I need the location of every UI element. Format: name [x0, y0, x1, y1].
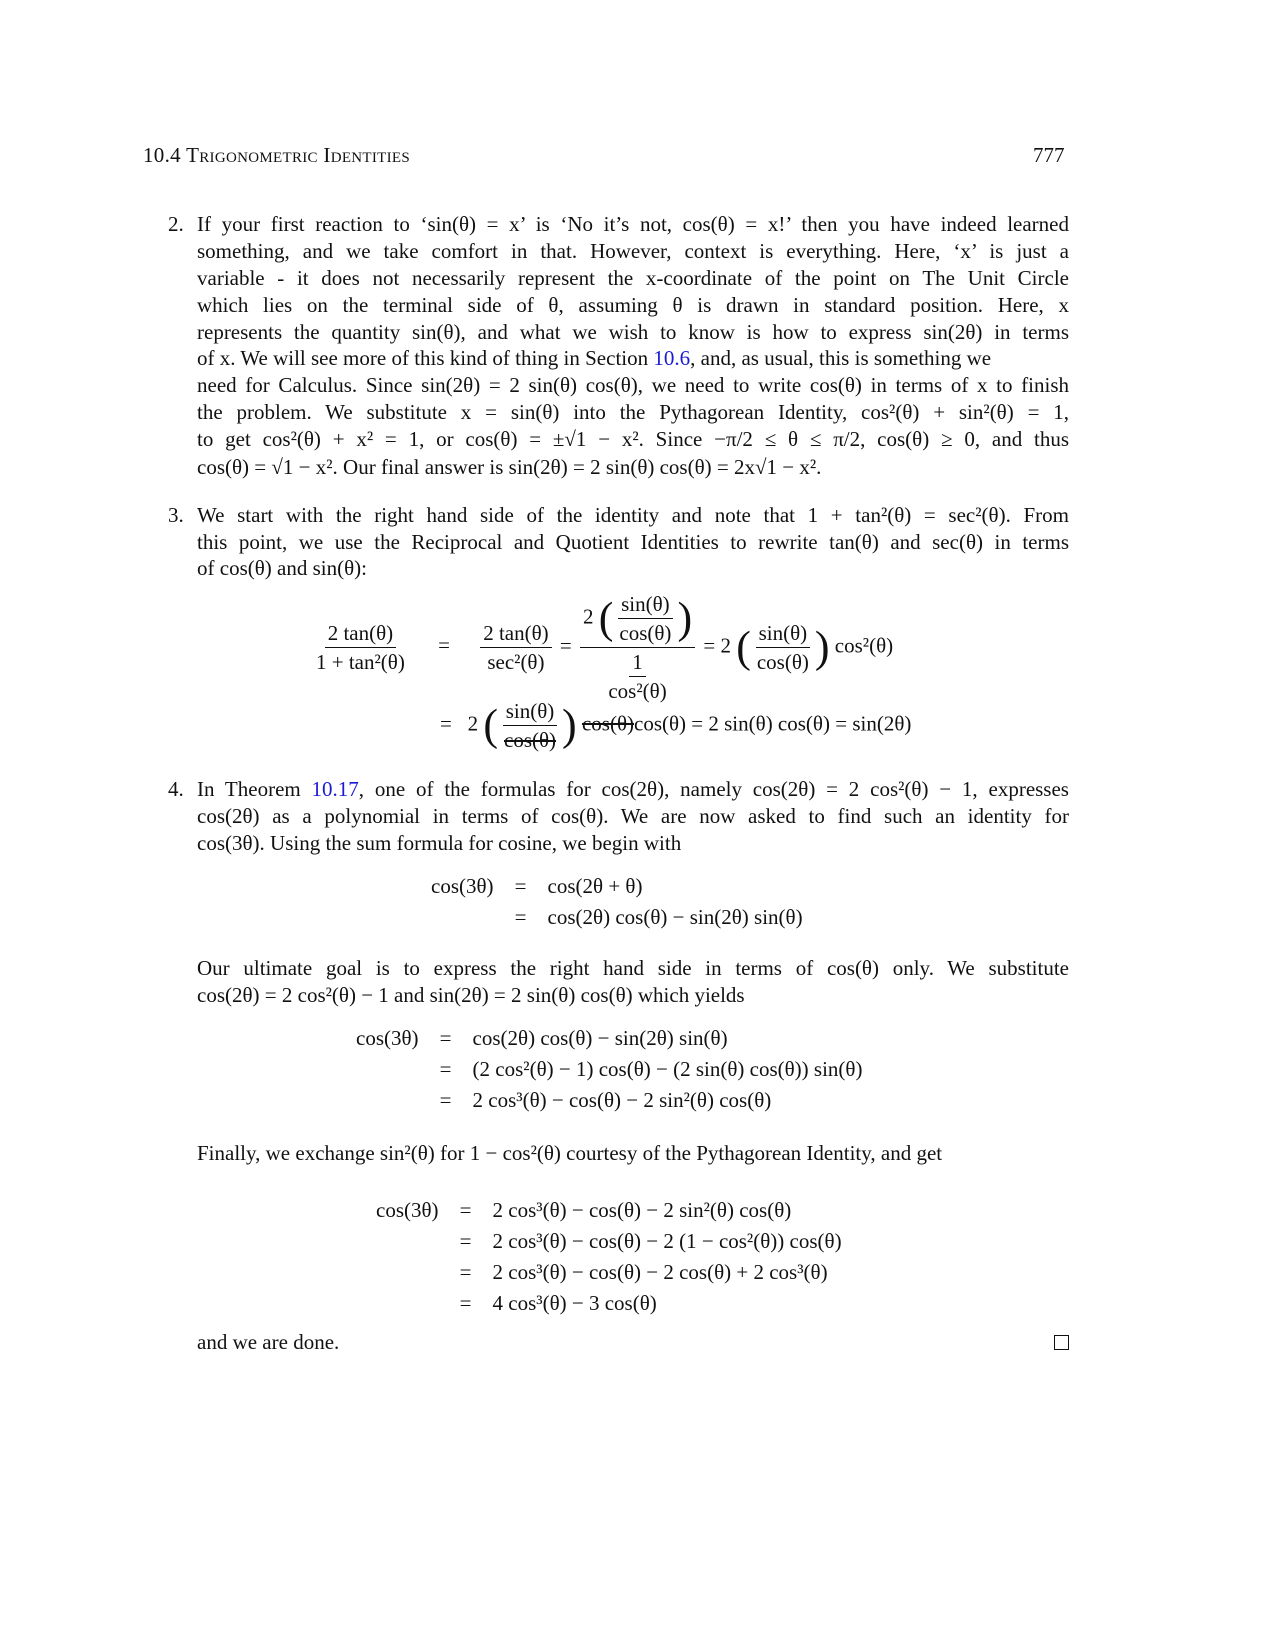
text-line: this point, we use the Reciprocal and Quotient Identities to rewrite tan(θ) and sec(θ) in terms — [197, 530, 1069, 554]
text-line: cos(2θ) as a polynomial in terms of cos(θ). We are now asked to find such an identity for — [197, 804, 1069, 828]
item-number: 2. — [168, 212, 184, 236]
text-line: something, and we take comfort in that. However, context is everything. Here, ‘x’ is just a — [197, 239, 1069, 263]
page-number: 777 — [1033, 143, 1065, 167]
section-link[interactable]: 10.6 — [653, 346, 691, 370]
equation-row-2: = 2 ( $\frac{\sin(\theta)}{\cos(\theta)}$ ) cos(θ)cos(θ) = 2 sin(θ) cos(θ) = sin(2θ) — [440, 699, 912, 752]
equation-row-1: $\frac{2 \tan(\theta)}{\text{1 + tan²(θ)}}$ = $\frac{2 \tan(\theta)}{\text{sec²(θ)}}$ = 2 ( $\frac{\sin(\theta)}{\cos(\theta)}$ ) $\frac{1}{\text{cos²(θ)}}$ = 2 ( $\frac{\sin(\theta)}{\cos(\theta)}$ ) cos²(θ) — [310, 590, 893, 705]
text-line: cos(θ) = √1 − x². Our final answer is sin(2θ) = 2 sin(θ) cos(θ) = 2x√1 − x². — [197, 455, 822, 479]
text-line: cos(2θ) = 2 cos²(θ) − 1 and sin(2θ) = 2 sin(θ) cos(θ) which yields — [197, 983, 745, 1007]
text-line: In Theorem 10.17, one of the formulas for cos(2θ), namely cos(2θ) = 2 cos²(θ) − 1, expresses — [197, 777, 1069, 801]
section-header: 10.4 Trigonometric Identities — [143, 143, 411, 167]
qed-square-icon — [1054, 1335, 1069, 1350]
theorem-link[interactable]: 10.17 — [311, 777, 359, 801]
fraction: $\frac{2 \tan(\theta)}{\text{1 + tan²(θ)}}$ — [316, 621, 405, 674]
fraction: $\frac{2 \tan(\theta)}{\text{sec²(θ)}}$ — [480, 619, 551, 676]
equation-array-a: cos(3θ) = cos(2θ + θ) = cos(2θ) cos(θ) − sin(2θ) sin(θ) — [431, 874, 803, 929]
text-line: Finally, we exchange sin²(θ) for 1 − cos²(θ) courtesy of the Pythagorean Identity, and get — [197, 1141, 943, 1165]
text-line: represents the quantity sin(θ), and what we wish to know is how to express sin(2θ) in terms — [197, 320, 1069, 344]
text-line: which lies on the terminal side of θ, assuming θ is drawn in standard position. Here, x — [197, 293, 1069, 317]
item-number: 3. — [168, 503, 184, 527]
closing-text: and we are done. — [197, 1330, 340, 1354]
item-number: 4. — [168, 777, 184, 801]
text-line: Our ultimate goal is to express the right hand side in terms of cos(θ) only. We substitute — [197, 956, 1069, 980]
text: , and, as usual, this is something we — [690, 346, 992, 370]
text-line: of cos(θ) and sin(θ): — [197, 556, 367, 580]
text-line: We start with the right hand side of the identity and note that 1 + tan²(θ) = sec²(θ). From — [197, 503, 1069, 527]
text-line: cos(3θ). Using the sum formula for cosine, we begin with — [197, 831, 682, 855]
text: of x. We will see more of this kind of thing in Section — [197, 346, 654, 370]
text-line — [197, 345, 1069, 372]
text-line: to get cos²(θ) + x² = 1, or cos(θ) = ±√1 − x². Since −π/2 ≤ θ ≤ π/2, cos(θ) ≥ 0, and thus — [197, 427, 1069, 451]
text-line: need for Calculus. Since sin(2θ) = 2 sin(θ) cos(θ), we need to write cos(θ) in terms of x to finish — [197, 373, 1069, 397]
text-line: variable - it does not necessarily represent the x-coordinate of the point on The Unit Circle — [197, 266, 1069, 290]
text-line: the problem. We substitute x = sin(θ) into the Pythagorean Identity, cos²(θ) + sin²(θ) = 1, — [197, 400, 1069, 424]
equation-array-c: cos(3θ) = 2 cos³(θ) − cos(θ) − 2 sin²(θ) cos(θ) = 2 cos³(θ) − cos(θ) − 2 (1 − cos²(θ)) cos(θ) = 2 cos³(θ) − cos(θ) − 2 cos(θ) + 2 cos³(θ) = 4 cos³(θ) − 3 cos(θ) — [376, 1198, 842, 1315]
equation-array-b: cos(3θ) = cos(2θ) cos(θ) − sin(2θ) sin(θ) = (2 cos²(θ) − 1) cos(θ) − (2 sin(θ) cos(θ)) sin(θ) = 2 cos³(θ) − cos(θ) − 2 sin²(θ) cos(θ) — [356, 1026, 863, 1112]
complex-fraction: 2 ( $\frac{\sin(\theta)}{\cos(\theta)}$ ) $\frac{1}{\text{cos²(θ)}}$ — [580, 590, 695, 705]
text-line: If your first reaction to ‘sin(θ) = x’ is ‘No it’s not, cos(θ) = x!’ then you have indeed learned — [197, 212, 1069, 236]
